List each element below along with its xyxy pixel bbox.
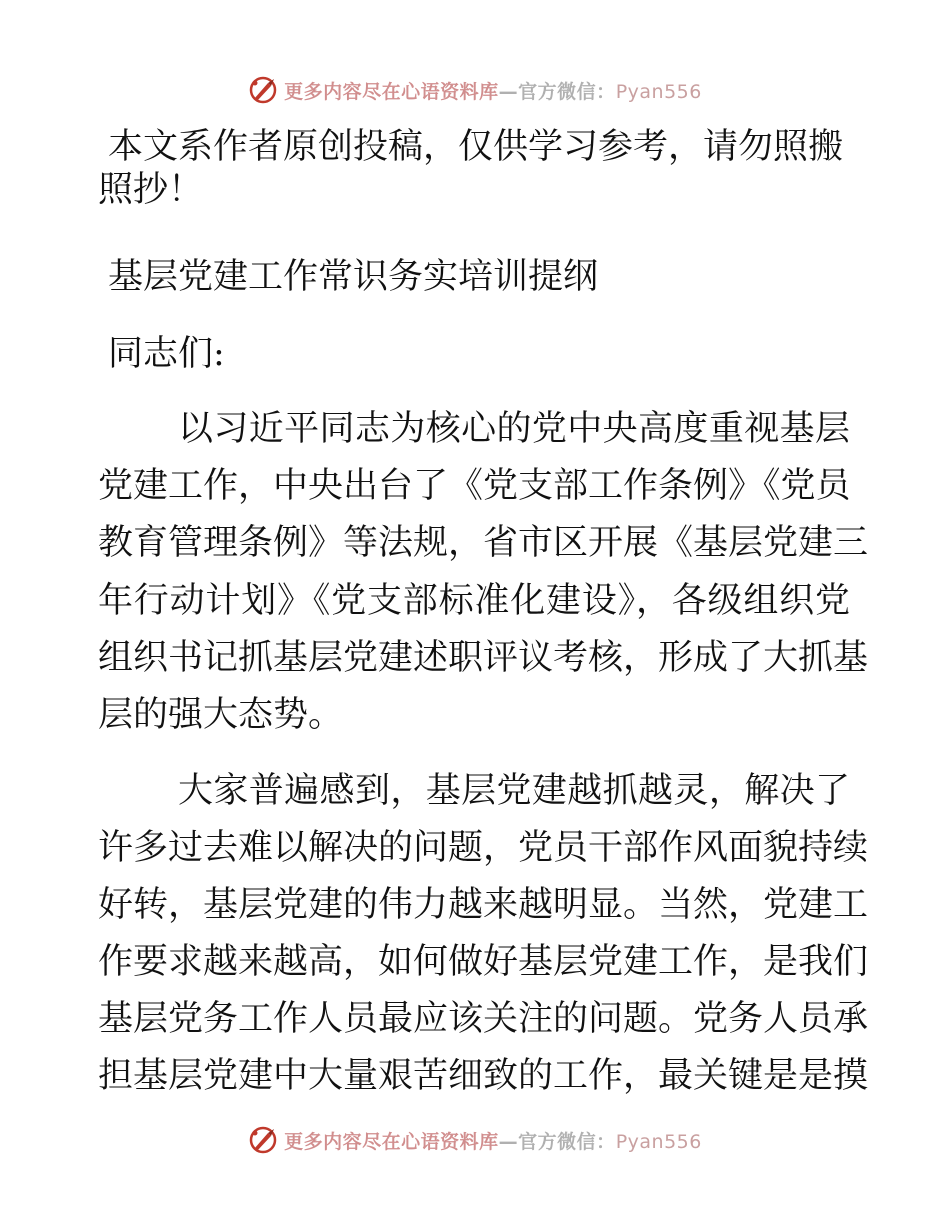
header-site-text: 更多内容尽在心语资料库 bbox=[284, 80, 499, 103]
header-watermark-banner bbox=[0, 73, 950, 107]
header-banner-text bbox=[284, 77, 702, 104]
paragraph-1-line-3: 教育管理条例》等法规，省市区开展《基层党建三 bbox=[98, 523, 869, 563]
paragraph-2-line-4: 作要求越来越高，如何做好基层党建工作，是我们 bbox=[98, 942, 869, 982]
paragraph-2-line-1: 大家普遍感到，基层党建越抓越灵，解决了 bbox=[178, 771, 850, 811]
footer-account: Pyan556 bbox=[615, 1130, 702, 1153]
header-separator: — bbox=[498, 80, 519, 103]
quill-pen-logo-icon bbox=[248, 75, 278, 105]
notice-line-2: 照抄！ bbox=[98, 170, 204, 210]
header-account: Pyan556 bbox=[615, 80, 702, 103]
paragraph-2-line-2: 许多过去难以解决的问题，党员干部作风面貌持续 bbox=[98, 828, 869, 868]
paragraph-1-line-5: 组织书记抓基层党建述职评议考核，形成了大抓基 bbox=[98, 638, 869, 678]
notice-line-1: 本文系作者原创投稿，仅供学习参考，请勿照搬 bbox=[108, 127, 844, 167]
salutation: 同志们: bbox=[108, 334, 225, 374]
footer-separator: — bbox=[498, 1130, 519, 1153]
paragraph-2-line-6: 担基层党建中大量艰苦细致的工作，最关键是是摸 bbox=[98, 1056, 869, 1096]
header-wechat-label: 官方微信： bbox=[518, 80, 616, 103]
paragraph-2-line-5: 基层党务工作人员最应该关注的问题。党务人员承 bbox=[98, 999, 869, 1039]
paragraph-1-line-4: 年行动计划》《党支部标准化建设》，各级组织党 bbox=[98, 581, 850, 621]
footer-wechat-label: 官方微信： bbox=[518, 1130, 616, 1153]
paragraph-2-line-3: 好转，基层党建的伟力越来越明显。当然，党建工 bbox=[98, 885, 869, 925]
footer-banner-text bbox=[284, 1127, 702, 1154]
document-title: 基层党建工作常识务实培训提纲 bbox=[108, 257, 599, 297]
quill-pen-logo-icon bbox=[248, 1125, 278, 1155]
footer-site-text: 更多内容尽在心语资料库 bbox=[284, 1130, 499, 1153]
paragraph-1-line-1: 以习近平同志为核心的党中央高度重视基层 bbox=[178, 409, 850, 449]
paragraph-1-line-6: 层的强大态势。 bbox=[98, 695, 344, 735]
paragraph-1-line-2: 党建工作，中央出台了《党支部工作条例》《党员 bbox=[98, 466, 851, 506]
footer-watermark-banner bbox=[0, 1123, 950, 1157]
